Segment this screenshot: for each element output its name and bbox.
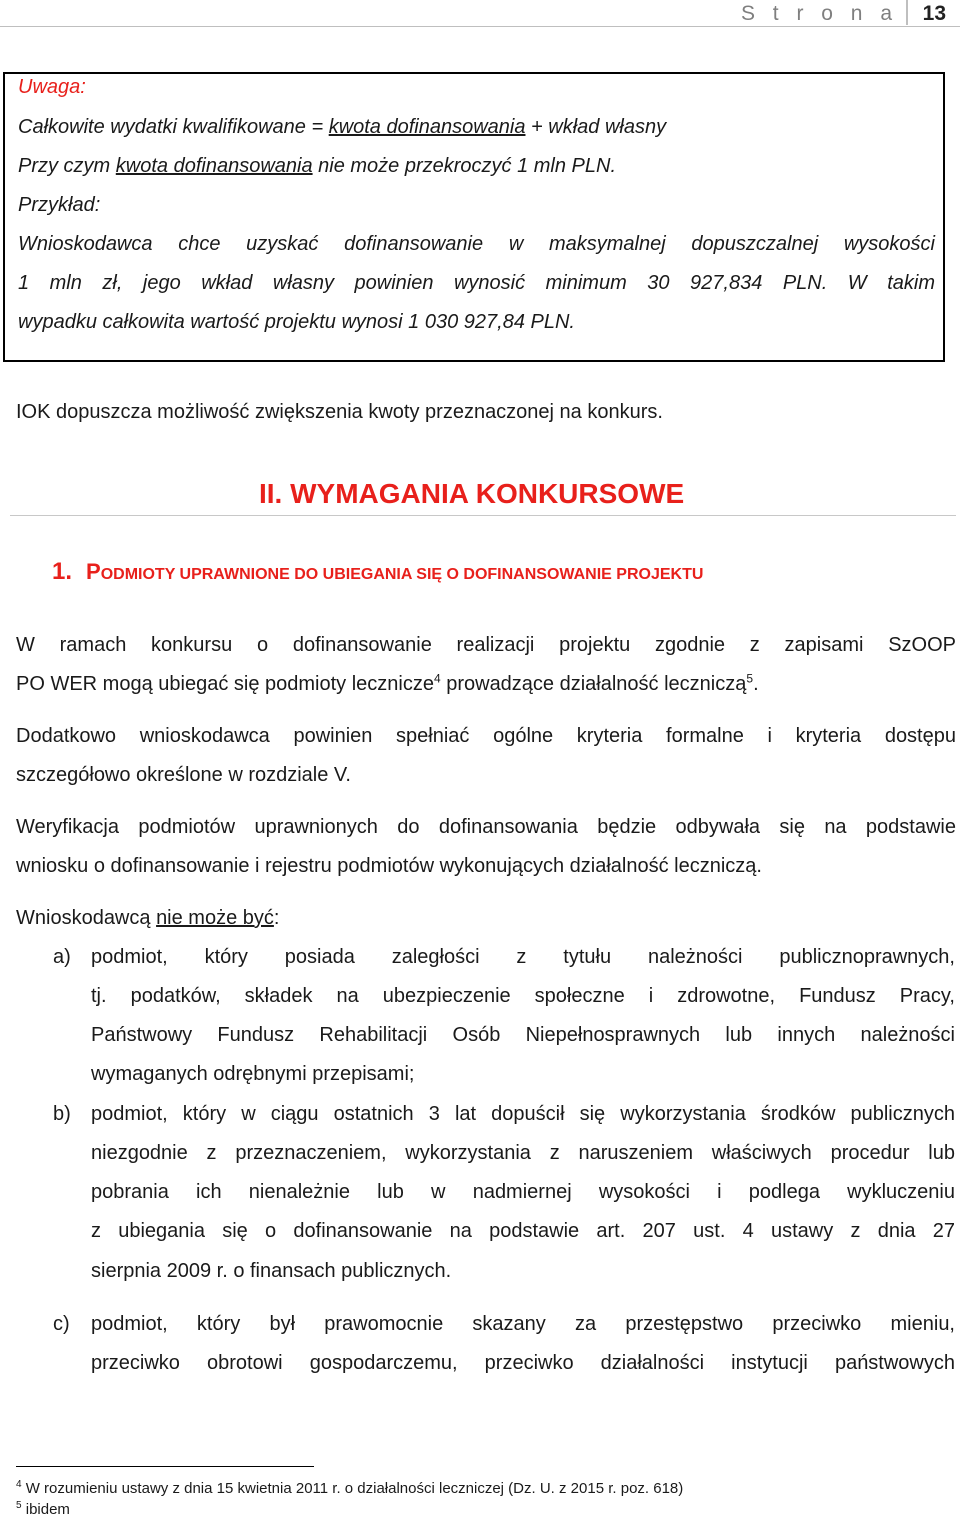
- list-item-a-line-4: wymaganych odrębnymi przepisami;: [91, 1063, 415, 1085]
- note-line-1-a: Całkowite wydatki kwalifikowane =: [18, 116, 329, 138]
- footnote-ref-5: 5: [746, 671, 754, 686]
- paragraph-4: [16, 907, 279, 930]
- subsection-number: 1.: [52, 558, 73, 585]
- note-line-2-underlined: kwota dofinansowania: [115, 155, 313, 177]
- subsection-title: ODMIOTY UPRAWNIONE DO UBIEGANIA SIĘ O DOFINANSOWANIE PROJEKTU: [100, 566, 704, 583]
- paragraph-1-text-a: PO WER mogą ubiegać się podmioty lecznicze: [16, 673, 434, 695]
- note-line-1-underlined: kwota dofinansowania: [328, 116, 526, 138]
- paragraph-1-text-c: .: [753, 673, 759, 695]
- list-item-a-line-2: tj. podatków, składek na ubezpieczenie społeczne i zdrowotne, Fundusz Pracy,: [91, 985, 955, 1007]
- footnote-4: [16, 1480, 683, 1497]
- list-item-b-line-4: z ubiegania się o dofinansowanie na podstawie art. 207 ust. 4 ustawy z dnia 27: [91, 1220, 955, 1242]
- paragraph-3-line-2: wniosku o dofinansowanie i rejestru podmiotów wykonujących działalność leczniczą.: [16, 855, 762, 877]
- footnote-5-number: 5: [16, 1500, 22, 1511]
- subsection-heading: [52, 558, 703, 586]
- note-line-2-a: Przy czym: [18, 155, 116, 177]
- page-header: [0, 0, 960, 27]
- footnote-5: [16, 1501, 70, 1518]
- header-rule: [0, 26, 960, 27]
- footnote-ref-4: 4: [433, 671, 441, 686]
- paragraph-4-c: :: [273, 907, 280, 929]
- paragraph-2-line-1: Dodatkowo wnioskodawca powinien spełniać ogólne kryteria formalne i kryteria dostępu: [16, 725, 956, 747]
- list-item-b-line-2: niezgodnie z przeznaczeniem, wykorzystania z naruszeniem właściwych procedur lub: [91, 1142, 955, 1164]
- example-line-3: wypadku całkowita wartość projektu wynosi 1 030 927,84 PLN.: [18, 311, 575, 333]
- note-heading: Uwaga:: [18, 76, 86, 98]
- paragraph-4-underlined: nie może być: [156, 907, 274, 929]
- page-number: 13: [922, 2, 946, 25]
- paragraph-1-line-1: W ramach konkursu o dofinansowanie realizacji projektu zgodnie z zapisami SzOOP: [16, 634, 956, 656]
- paragraph-3-line-1: Weryfikacja podmiotów uprawnionych do dofinansowania będzie odbywała się na podstawie: [16, 816, 956, 838]
- note-line-1-c: + wkład własny: [525, 116, 667, 138]
- example-line-1: Wnioskodawca chce uzyskać dofinansowanie w maksymalnej dopuszczalnej wysokości: [18, 233, 935, 255]
- list-item-b-line-3: pobrania ich nienależnie lub w nadmiernej wysokości i podlega wykluczeniu: [91, 1181, 955, 1203]
- note-line-2: [18, 155, 616, 178]
- footnote-4-text: W rozumieniu ustawy z dnia 15 kwietnia 2011 r. o działalności leczniczej (Dz. U. z 2015 r. poz. 618): [21, 1480, 684, 1497]
- list-item-b-line-1: podmiot, który w ciągu ostatnich 3 lat dopuścił się wykorzystania środków publicznych: [91, 1103, 955, 1125]
- list-item-a-line-3: Państwowy Fundusz Rehabilitacji Osób Niepełnosprawnych lub innych należności: [91, 1024, 955, 1046]
- section-title: II. WYMAGANIA KONKURSOWE: [259, 478, 685, 509]
- list-label-c: c): [53, 1313, 70, 1335]
- example-line-2: 1 mln zł, jego wkład własny powinien wynosić minimum 30 927,834 PLN. W takim: [18, 272, 935, 294]
- list-label-b: b): [53, 1103, 71, 1125]
- footnote-5-text: ibidem: [21, 1501, 70, 1518]
- footnote-4-number: 4: [16, 1479, 22, 1490]
- paragraph-1-text-b: prowadzące działalność leczniczą: [440, 673, 747, 695]
- section-rule: [10, 515, 956, 516]
- list-label-a: a): [53, 946, 71, 968]
- list-item-b-line-5: sierpnia 2009 r. o finansach publicznych.: [91, 1260, 452, 1282]
- example-heading: Przykład:: [18, 194, 101, 216]
- header-separator: [906, 0, 908, 25]
- paragraph-2-line-2: szczegółowo określone w rozdziale V.: [16, 764, 351, 786]
- list-item-a-line-1: podmiot, który posiada zaległości z tytułu należności publicznoprawnych,: [91, 946, 955, 968]
- list-item-c-line-1: podmiot, który był prawomocnie skazany za przestępstwo przeciwko mieniu,: [91, 1313, 955, 1335]
- note-line-2-c: nie może przekroczyć 1 mln PLN.: [312, 155, 617, 177]
- paragraph-1-line-2: [16, 673, 759, 696]
- page-label: S t r o n a: [740, 2, 898, 25]
- list-item-c-line-2: przeciwko obrotowi gospodarczemu, przeciwko działalności instytucji państwowych: [91, 1352, 955, 1374]
- note-box: [3, 72, 945, 362]
- subsection-first-letter: P: [86, 559, 101, 584]
- paragraph-4-a: Wnioskodawcą: [16, 907, 157, 929]
- footnote-rule: [16, 1466, 314, 1467]
- note-line-1: [18, 116, 666, 139]
- iok-note: IOK dopuszcza możliwość zwiększenia kwoty przeznaczonej na konkurs.: [16, 401, 663, 423]
